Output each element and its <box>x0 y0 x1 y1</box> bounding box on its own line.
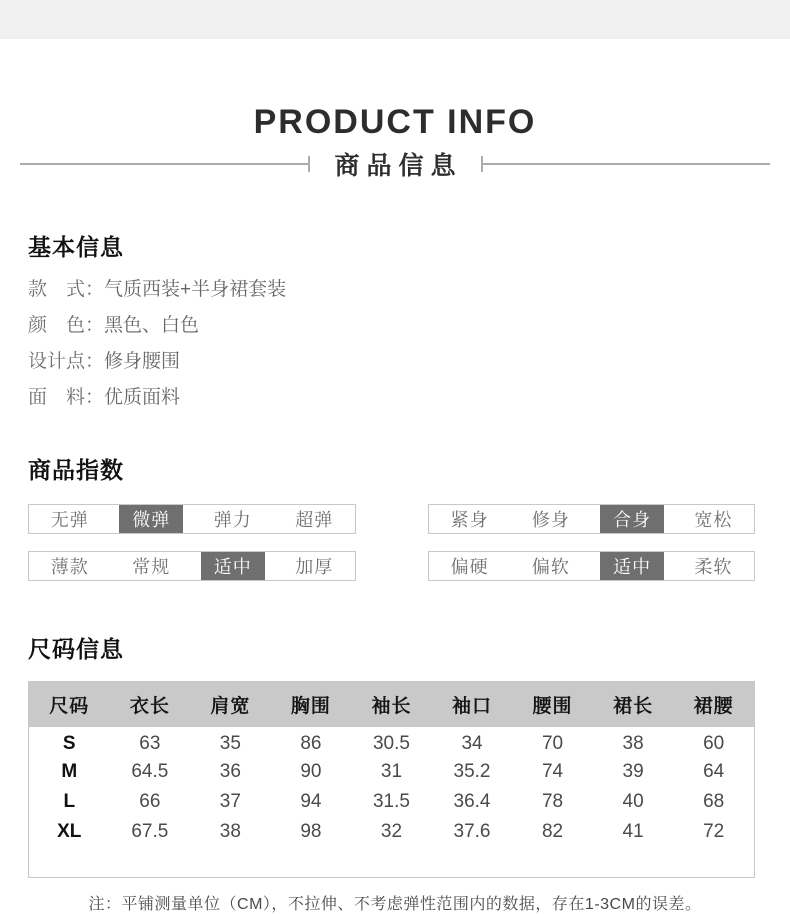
size-table-row <box>29 817 754 847</box>
column-header: 衣长 <box>110 682 191 727</box>
measurement-note: 注：平铺测量单位（CM），不拉伸、不考虑弹性范围内的数据，存在1-3CM的误差。 <box>88 896 702 913</box>
info-row <box>28 344 758 380</box>
index-option <box>29 505 111 533</box>
info-value: 修身腰围 <box>104 351 181 372</box>
measure-cell: 38 <box>219 821 241 842</box>
size-cell: L <box>63 791 76 812</box>
info-row <box>28 308 758 344</box>
size-cell: XL <box>57 821 82 842</box>
index-grid <box>28 504 758 581</box>
measure-cell: 64.5 <box>131 761 169 782</box>
top-band <box>0 0 790 39</box>
measure-cell: 68 <box>703 791 725 812</box>
info-label: 设计点： <box>28 351 105 372</box>
index-option <box>274 552 356 580</box>
size-info-section <box>0 631 790 878</box>
product-index-section <box>0 452 790 581</box>
info-label: 颜 色： <box>28 315 105 336</box>
index-option-label: 宽松 <box>694 510 733 530</box>
measure-cell: 31.5 <box>372 791 410 812</box>
index-option-label: 修身 <box>531 510 570 530</box>
index-option-label: 合身 <box>600 505 664 533</box>
column-header: 袖长 <box>351 682 432 727</box>
subtitle-line-left <box>20 163 310 165</box>
subtitle-row <box>0 149 790 179</box>
index-option-label: 弹力 <box>213 510 252 530</box>
product-index-heading: 商品指数 <box>28 457 124 483</box>
index-option <box>274 505 356 533</box>
index-option-label: 柔软 <box>694 557 733 577</box>
measure-cell: 63 <box>139 733 161 754</box>
index-option-label: 超弹 <box>295 510 334 530</box>
size-cell: S <box>62 733 76 754</box>
index-bar-elasticity <box>28 504 356 534</box>
index-option-label: 微弹 <box>119 505 183 533</box>
measure-cell: 74 <box>541 761 564 782</box>
index-option-label: 加厚 <box>295 557 334 577</box>
measure-cell: 35.2 <box>453 761 491 782</box>
measure-cell: 67.5 <box>131 821 169 842</box>
measure-cell: 90 <box>300 761 322 782</box>
measure-cell: 72 <box>703 821 725 842</box>
index-option-label: 常规 <box>132 557 171 577</box>
measure-cell: 38 <box>622 733 644 754</box>
measure-cell: 86 <box>300 733 322 754</box>
info-label: 面 料： <box>28 387 105 408</box>
column-header: 袖口 <box>432 682 513 727</box>
size-info-heading: 尺码信息 <box>28 636 124 662</box>
measure-cell: 98 <box>300 821 322 842</box>
size-table-row <box>29 727 754 757</box>
column-header: 胸围 <box>271 682 352 727</box>
subtitle-line-right <box>481 163 771 165</box>
info-value: 黑色、白色 <box>104 315 200 336</box>
basic-info-section <box>0 229 790 416</box>
measure-cell: 94 <box>300 791 322 812</box>
column-header: 裙长 <box>593 682 674 727</box>
column-header: 腰围 <box>512 682 593 727</box>
size-cell: M <box>61 761 78 782</box>
measure-cell: 36 <box>219 761 241 782</box>
info-label: 款 式： <box>28 279 105 300</box>
measure-cell: 78 <box>541 791 564 812</box>
index-option <box>429 505 510 533</box>
index-option <box>510 552 591 580</box>
size-table-box <box>28 681 755 878</box>
measure-cell: 64 <box>703 761 725 782</box>
size-table <box>29 682 754 847</box>
index-option <box>510 505 591 533</box>
index-option-label: 偏软 <box>531 557 570 577</box>
index-option <box>29 552 111 580</box>
index-option <box>592 552 673 580</box>
basic-info-heading: 基本信息 <box>28 234 124 260</box>
measure-cell: 82 <box>541 821 564 842</box>
measure-cell: 34 <box>461 733 483 754</box>
index-option-label: 无弹 <box>50 510 89 530</box>
index-bar-fit <box>428 504 755 534</box>
info-row <box>28 272 758 308</box>
index-option-label: 适中 <box>201 552 265 580</box>
index-option <box>592 505 673 533</box>
basic-info-rows <box>28 272 758 416</box>
index-option <box>111 552 193 580</box>
column-header: 肩宽 <box>190 682 271 727</box>
size-table-header-row <box>29 682 754 727</box>
size-table-row <box>29 787 754 817</box>
index-bar-softness <box>428 551 755 581</box>
index-option <box>192 505 274 533</box>
measure-cell: 30.5 <box>372 733 410 754</box>
measure-cell: 37.6 <box>453 821 491 842</box>
index-option <box>192 552 274 580</box>
page-title: PRODUCT INFO <box>253 103 537 141</box>
measure-cell: 35 <box>219 733 241 754</box>
measure-cell: 31 <box>380 761 403 782</box>
column-header: 裙腰 <box>673 682 754 727</box>
index-option-label: 偏硬 <box>450 557 489 577</box>
measure-cell: 39 <box>622 761 644 782</box>
measure-cell: 60 <box>703 733 725 754</box>
index-option <box>429 552 510 580</box>
measure-cell: 66 <box>139 791 161 812</box>
info-row <box>28 380 758 416</box>
index-option-label: 紧身 <box>450 510 489 530</box>
index-option-label: 薄款 <box>50 557 89 577</box>
measure-cell: 70 <box>541 733 564 754</box>
index-bar-thickness <box>28 551 356 581</box>
measure-cell: 36.4 <box>453 791 491 812</box>
measure-cell: 32 <box>380 821 403 842</box>
index-option <box>673 505 754 533</box>
measure-cell: 40 <box>622 791 644 812</box>
index-option-label: 适中 <box>600 552 664 580</box>
measure-cell: 41 <box>622 821 644 842</box>
size-table-row <box>29 757 754 787</box>
column-header: 尺码 <box>29 682 110 727</box>
measure-cell: 37 <box>219 791 241 812</box>
index-option <box>673 552 754 580</box>
page-subtitle: 商品信息 <box>334 152 463 180</box>
info-value: 优质面料 <box>104 387 181 408</box>
index-option <box>111 505 193 533</box>
info-value: 气质西装+半身裙套装 <box>104 279 287 300</box>
